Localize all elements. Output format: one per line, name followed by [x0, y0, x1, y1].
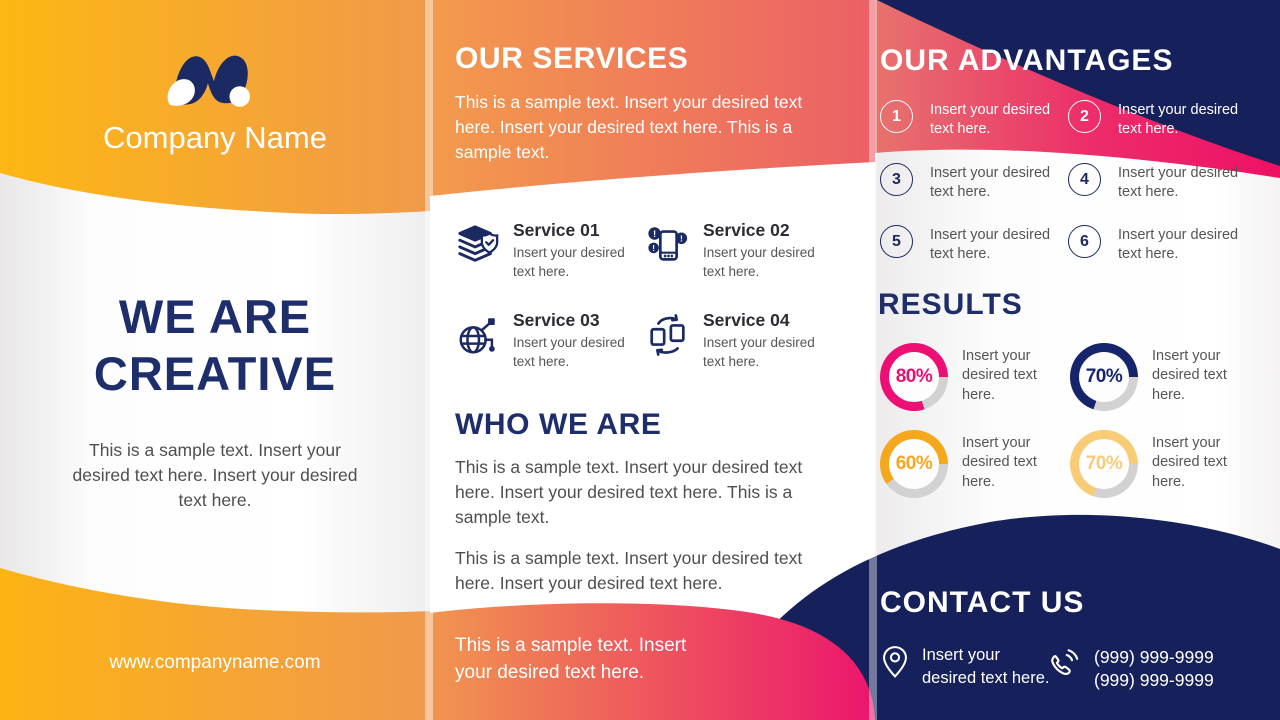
- donut-chart-80: [880, 343, 948, 411]
- advantage-item-1: [880, 100, 1055, 140]
- sync-devices-icon: [645, 312, 691, 358]
- phone-icon: [1046, 646, 1080, 680]
- advantage-item-3: [880, 163, 1055, 203]
- m-wave-logo-icon: [158, 42, 268, 114]
- result-text: Insert your desired text here.: [1152, 348, 1227, 403]
- donut-value: 80%: [895, 366, 933, 387]
- who-we-are-paragraph-1: This is a sample text. Insert your desired text here. Insert your desired text here. This is a sample text.: [455, 457, 803, 527]
- svg-text:!: !: [652, 228, 657, 240]
- svg-text:!: !: [679, 233, 683, 244]
- advantage-number-badge: 1: [880, 100, 913, 133]
- result-item-1: [880, 343, 1057, 411]
- who-we-are-paragraph-2: This is a sample text. Insert your desired text here. Insert your desired text here.: [455, 548, 803, 593]
- service-name: Service 02: [703, 220, 790, 240]
- company-logo: [158, 42, 268, 114]
- result-text: Insert your desired text here.: [962, 435, 1037, 490]
- advantage-text: Insert your desired text here.: [930, 227, 1051, 263]
- phone-number-1: (999) 999-9999: [1094, 647, 1214, 667]
- contact-address: Insert your desired text here.: [922, 646, 1050, 687]
- advantage-text: Insert your desired text here.: [1118, 165, 1239, 201]
- service-item-4: [645, 310, 835, 372]
- service-desc: Insert your desired text here.: [513, 335, 625, 369]
- advantage-number-badge: 6: [1068, 225, 1101, 258]
- service-item-1: [455, 220, 645, 282]
- service-name: Service 01: [513, 220, 600, 240]
- phone-number-2: (999) 999-9999: [1094, 670, 1214, 691]
- advantage-item-4: [1068, 163, 1243, 203]
- service-item-3: [455, 310, 645, 372]
- advantage-item-2: [1068, 100, 1243, 140]
- donut-chart-60: [880, 430, 948, 498]
- service-item-2: [645, 220, 835, 282]
- result-text: Insert your desired text here.: [962, 348, 1037, 403]
- advantages-title: OUR ADVANTAGES: [880, 44, 1174, 77]
- advantage-number-badge: 4: [1068, 163, 1101, 196]
- fold-gutter-right: [869, 0, 877, 720]
- phone-alerts-icon: [645, 222, 691, 268]
- contact-address-row: [882, 644, 1057, 690]
- advantage-number-badge: 2: [1068, 100, 1101, 133]
- company-name: Company Name: [103, 120, 327, 155]
- results-title: RESULTS: [878, 288, 1023, 321]
- donut-chart-70b: [1070, 430, 1138, 498]
- donut-value: 70%: [1085, 453, 1123, 474]
- result-text: Insert your desired text here.: [1152, 435, 1227, 490]
- services-intro: This is a sample text. Insert your desired text here. Insert your desired text here. This is a sample text.: [455, 92, 803, 162]
- contact-title: CONTACT US: [880, 586, 1085, 619]
- globe-network-icon: [455, 312, 501, 358]
- donut-chart-70: [1070, 343, 1138, 411]
- advantage-number-badge: 5: [880, 225, 913, 258]
- fold-gutter-left: [425, 0, 433, 720]
- advantage-item-6: [1068, 225, 1243, 265]
- advantage-text: Insert your desired text here.: [1118, 227, 1239, 263]
- service-desc: Insert your desired text here.: [513, 245, 625, 279]
- donut-value: 60%: [895, 453, 933, 474]
- advantage-item-5: [880, 225, 1055, 265]
- services-title: OUR SERVICES: [455, 42, 689, 75]
- left-body-text: This is a sample text. Insert your desired text here. Insert your desired text here.: [72, 440, 358, 511]
- result-item-4: [1070, 430, 1247, 498]
- result-item-2: [1070, 343, 1247, 411]
- service-name: Service 03: [513, 310, 600, 330]
- layers-shield-icon: [455, 222, 501, 268]
- service-name: Service 04: [703, 310, 790, 330]
- advantage-number-badge: 3: [880, 163, 913, 196]
- advantage-text: Insert your desired text here.: [930, 165, 1051, 201]
- svg-text:!: !: [652, 243, 655, 253]
- advantage-text: Insert your desired text here.: [930, 102, 1051, 138]
- donut-value: 70%: [1085, 366, 1123, 387]
- service-desc: Insert your desired text here.: [703, 335, 815, 369]
- left-headline: WE ARE CREATIVE: [93, 290, 337, 401]
- website-url: www.companyname.com: [109, 652, 321, 673]
- who-we-are-title: WHO WE ARE: [455, 408, 662, 441]
- location-pin-icon: [882, 644, 908, 680]
- result-item-3: [880, 430, 1057, 498]
- contact-phone-row: [1046, 646, 1214, 693]
- service-desc: Insert your desired text here.: [703, 245, 815, 279]
- middle-footer-text: This is a sample text. Insert your desired text here.: [455, 635, 687, 683]
- advantage-text: Insert your desired text here.: [1118, 102, 1239, 138]
